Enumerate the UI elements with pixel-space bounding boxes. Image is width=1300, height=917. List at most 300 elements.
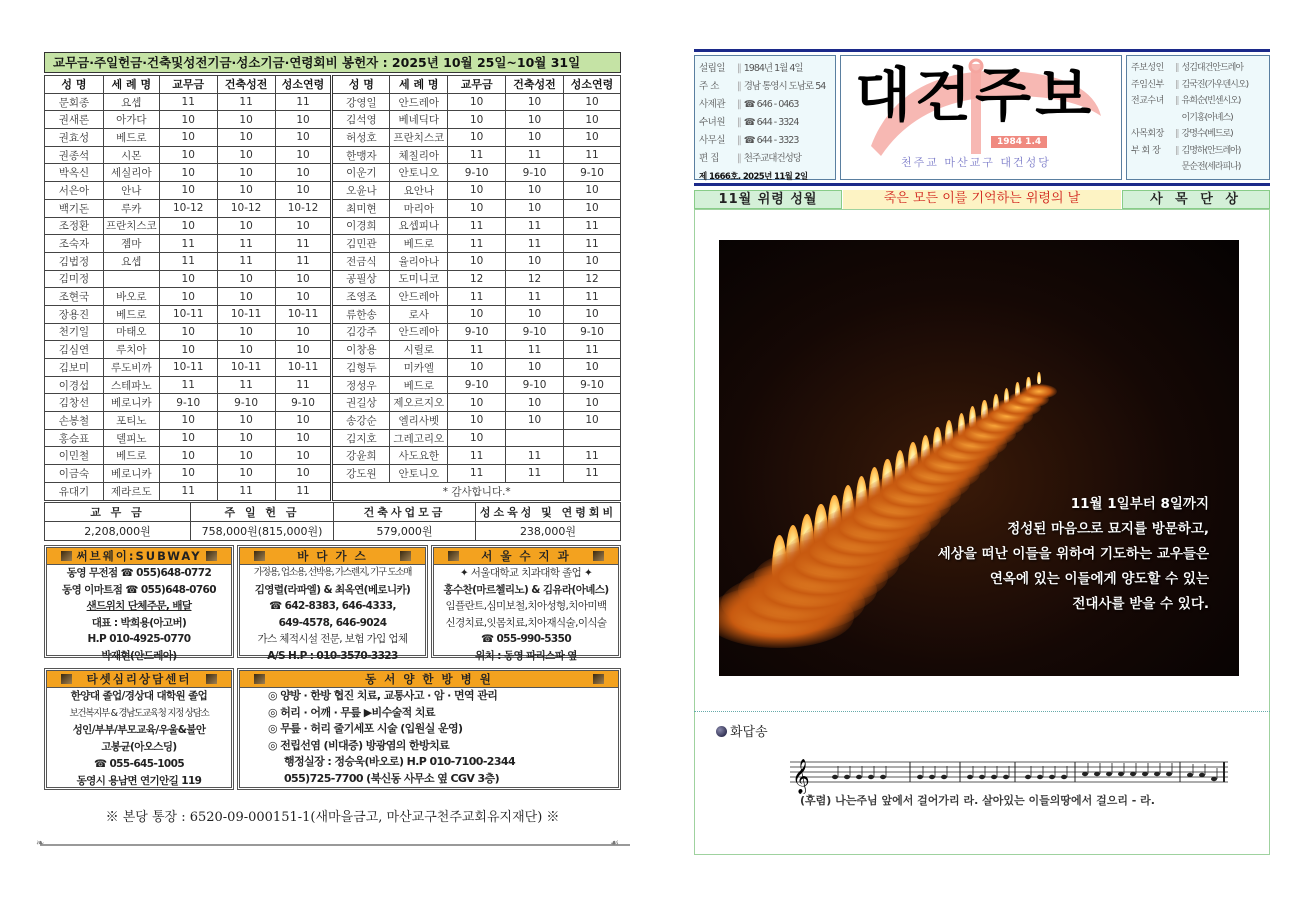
separator: ‖ — [1175, 96, 1180, 106]
table-cell: 그레고리오 — [390, 429, 448, 447]
info-value: 성김대건안드레아 — [1181, 63, 1244, 73]
ad-seoul-dental — [431, 545, 621, 662]
table-cell: 10 — [564, 252, 621, 270]
table-cell: 10 — [217, 182, 275, 200]
table-row — [45, 129, 621, 147]
ad-title: 써브웨이:SUBWAY — [76, 549, 202, 563]
ad-line: 649-4578, 646-9024 — [278, 616, 387, 629]
table-cell: 10 — [448, 305, 506, 323]
table-cell: 젬마 — [103, 235, 159, 253]
table-row — [45, 447, 621, 465]
table-cell: 9-10 — [564, 164, 621, 182]
table-cell: 11 — [217, 235, 275, 253]
table-cell: 루도비까 — [103, 359, 159, 377]
bullet-icon — [716, 726, 727, 737]
info-row — [1127, 93, 1269, 110]
table-cell: 11 — [159, 376, 217, 394]
table-row — [45, 93, 621, 111]
table-cell: 10 — [506, 199, 564, 217]
table-cell: 10 — [564, 111, 621, 129]
music-note — [1211, 777, 1217, 781]
table-cell: 11 — [448, 146, 506, 164]
ad-line: 샌드위치 단체주문, 배달 — [86, 600, 192, 612]
ad-header-square-icon — [61, 551, 72, 561]
info-value: 강명수(베드로) — [1181, 129, 1233, 139]
info-row — [1127, 159, 1269, 176]
info-value: 김국진(가우덴시오) — [1181, 79, 1249, 90]
table-cell: 김보미 — [45, 359, 104, 377]
donor-table-header — [45, 76, 621, 94]
separator: ‖ — [737, 117, 742, 128]
table-cell: 10 — [564, 394, 621, 412]
table-cell: 김석영 — [332, 111, 390, 129]
table-cell: 10 — [448, 111, 506, 129]
logo-subtitle: 천주교 마산교구 대건성당 — [901, 156, 1051, 169]
table-row — [45, 323, 621, 341]
music-note — [1106, 772, 1112, 776]
ad-line: 박재현(안드레아) — [101, 649, 177, 662]
column-header: 교무금 — [448, 76, 506, 94]
table-cell: 베로니카 — [103, 394, 159, 412]
table-cell: 10 — [275, 412, 332, 430]
table-cell: 스테파노 — [103, 376, 159, 394]
table-cell: 10 — [448, 182, 506, 200]
table-cell: 허성호 — [332, 129, 390, 147]
table-cell: 10 — [159, 146, 217, 164]
table-cell: 전금식 — [332, 252, 390, 270]
table-cell: 10 — [217, 217, 275, 235]
ad-line: ☎ 642-8383, 646-4333, — [269, 600, 396, 612]
donor-list-title: 교무금·주일헌금·건축및성전기금·성소기금·연령회비 봉헌자 : 2025년 10월 25일~10월 31일 — [44, 52, 621, 73]
music-note — [1142, 772, 1148, 776]
table-cell: 마리아 — [390, 199, 448, 217]
table-cell: 10 — [564, 199, 621, 217]
table-cell: 11 — [159, 252, 217, 270]
table-cell: 10 — [217, 465, 275, 483]
table-row — [45, 465, 621, 483]
table-cell: 베드로 — [390, 235, 448, 253]
ad-line: 위치 : 동영 파리스파 옆 — [475, 649, 577, 662]
music-note — [1049, 775, 1055, 779]
table-cell: 10 — [448, 429, 506, 447]
info-value: ☎ 646 - 0463 — [743, 99, 799, 110]
table-cell: 바오로 — [103, 288, 159, 306]
table-cell: 11 — [217, 482, 275, 500]
pastoral-staff-info — [1126, 55, 1270, 180]
caption-line: 세상을 떠난 이들을 위하여 기도하는 교우들은 — [937, 546, 1209, 562]
music-note — [844, 775, 850, 779]
table-cell: 류한송 — [332, 305, 390, 323]
table-cell — [564, 429, 621, 447]
table-cell: 김형두 — [332, 359, 390, 377]
ad-title: 동 서 양 한 방 병 원 — [365, 672, 493, 686]
table-cell: 로사 — [390, 305, 448, 323]
info-value: 문순전(세라피나) — [1181, 162, 1241, 172]
psalm-label-text: 화답송 — [730, 725, 768, 740]
music-note — [880, 775, 886, 779]
ad-line: 동영시 용남면 연기안길 119 — [76, 775, 202, 787]
ad-line: 고봉균(아오스딩) — [101, 741, 177, 753]
table-cell: 9-10 — [448, 323, 506, 341]
column-header: 성 명 — [45, 76, 104, 94]
ad-header — [47, 548, 231, 565]
table-row — [45, 359, 621, 377]
music-note — [1082, 772, 1088, 776]
info-key: 사제관 — [699, 99, 726, 110]
month-band: 11월 위령 성월 — [694, 190, 842, 209]
ad-header — [240, 671, 618, 688]
table-cell: 9-10 — [448, 164, 506, 182]
table-cell: 10-11 — [159, 359, 217, 377]
table-cell: 베네딕다 — [390, 111, 448, 129]
music-staff — [790, 748, 1230, 794]
table-cell: 10 — [448, 199, 506, 217]
table-cell: 10 — [506, 394, 564, 412]
music-note — [991, 775, 997, 779]
ad-header-square-icon — [593, 551, 604, 561]
info-value: 김명하(안드레아) — [1181, 145, 1241, 156]
music-note — [1187, 773, 1193, 777]
table-cell: 김지호 — [332, 429, 390, 447]
caption-line: 연옥에 있는 이들에게 양도할 수 있는 — [989, 571, 1209, 587]
table-cell: 9-10 — [159, 394, 217, 412]
table-cell: 10 — [564, 93, 621, 111]
music-note — [941, 775, 947, 779]
total-value: 758,000원(815,000원) — [191, 522, 334, 541]
ad-line: 신경치료,잇몸치료,치아재식술,이식술 — [445, 616, 607, 629]
separator: ‖ — [737, 81, 742, 92]
total-value: 238,000원 — [476, 522, 621, 541]
table-cell: 10-12 — [275, 199, 332, 217]
table-cell: 10 — [564, 305, 621, 323]
table-cell: 10 — [506, 93, 564, 111]
ad-header — [434, 548, 618, 565]
table-cell: 10 — [217, 323, 275, 341]
table-row — [45, 252, 621, 270]
column-band: 사 목 단 상 — [1122, 190, 1270, 209]
table-cell: 10-11 — [275, 359, 332, 377]
ad-line: 행정실장 : 정승욱(바오로) H.P 010-7100-2344 — [284, 755, 516, 768]
table-cell: 백기돈 — [45, 199, 104, 217]
table-cell: 제오르지오 — [390, 394, 448, 412]
table-cell: 이경희 — [332, 217, 390, 235]
info-key: 편 집 — [699, 153, 719, 164]
table-cell: 10 — [217, 129, 275, 147]
table-cell: 김강주 — [332, 323, 390, 341]
info-value: 유희순(빈센시오) — [1181, 96, 1241, 106]
table-cell: 11 — [448, 217, 506, 235]
table-cell: 율리아나 — [390, 252, 448, 270]
table-cell: 홍승표 — [45, 429, 104, 447]
info-value: 1984년 1월 4일 — [743, 63, 803, 74]
ad-line: 보건복지부 & 경남도교육청 지정 상담소 — [69, 708, 209, 719]
table-cell: 시릴로 — [390, 341, 448, 359]
column-header: 성소연령 — [564, 76, 621, 94]
table-cell: 10 — [159, 412, 217, 430]
separator: ‖ — [737, 153, 742, 164]
table-cell: 박옥신 — [45, 164, 104, 182]
table-cell: 조현국 — [45, 288, 104, 306]
table-cell: 10 — [159, 182, 217, 200]
separator: ‖ — [1175, 63, 1180, 73]
table-cell: 10-11 — [217, 359, 275, 377]
table-cell: 11 — [448, 235, 506, 253]
psalm-lyrics: (후렴) 나는주님 앞에서 걸어가리 라. 살아있는 이들의땅에서 걸으리 - 라. — [800, 794, 1155, 807]
ad-header-square-icon — [254, 674, 265, 684]
header-rule — [694, 49, 1270, 52]
table-cell: 9-10 — [506, 323, 564, 341]
table-cell: 10 — [159, 447, 217, 465]
table-cell: 베드로 — [103, 305, 159, 323]
totals-table — [44, 502, 621, 541]
table-cell: 요안나 — [390, 182, 448, 200]
table-cell: 권길상 — [332, 394, 390, 412]
column-header: 세 례 명 — [390, 76, 448, 94]
table-cell: 10 — [217, 111, 275, 129]
table-cell: 12 — [564, 270, 621, 288]
table-cell: 11 — [448, 288, 506, 306]
column-header: 성 명 — [332, 76, 390, 94]
info-value: ☎ 644 - 3324 — [743, 117, 799, 128]
table-cell: 10 — [448, 359, 506, 377]
table-cell: 세실리아 — [103, 164, 159, 182]
table-row — [45, 288, 621, 306]
info-value: ☎ 644 - 3323 — [743, 135, 799, 146]
table-cell: 10 — [159, 465, 217, 483]
column-header: 건축성전 — [506, 76, 564, 94]
dotted-divider — [694, 711, 1270, 712]
table-cell: 문회종 — [45, 93, 104, 111]
treble-clef-icon: 𝄞 — [792, 759, 810, 794]
table-cell: 공필상 — [332, 270, 390, 288]
table-cell: 11 — [159, 482, 217, 500]
table-cell: 프란치스코 — [390, 129, 448, 147]
caption-line: 전대사를 받을 수 있다. — [1072, 596, 1209, 612]
table-cell: 10 — [159, 111, 217, 129]
table-cell: 10-12 — [159, 199, 217, 217]
table-cell — [506, 429, 564, 447]
table-row — [45, 164, 621, 182]
table-cell: 10 — [275, 182, 332, 200]
ad-line: 한양대 졸업/경상대 대학원 졸업 — [70, 690, 208, 702]
table-cell: 제라르도 — [103, 482, 159, 500]
table-cell: 11 — [217, 93, 275, 111]
info-key: 주 소 — [699, 81, 719, 92]
table-cell: 11 — [564, 288, 621, 306]
table-cell: 이창용 — [332, 341, 390, 359]
table-cell: 10 — [564, 182, 621, 200]
table-cell: 조정환 — [45, 217, 104, 235]
ad-title: 바 다 가 스 — [297, 549, 368, 563]
info-row — [695, 60, 835, 78]
table-cell: 11 — [506, 288, 564, 306]
table-cell: 11 — [275, 482, 332, 500]
table-cell: 요셉 — [103, 252, 159, 270]
table-cell: 10 — [448, 394, 506, 412]
total-value: 579,000원 — [334, 522, 476, 541]
table-cell: 포티노 — [103, 412, 159, 430]
table-cell: 10 — [448, 129, 506, 147]
info-value: 천주교대건성당 — [743, 153, 801, 164]
table-cell: 11 — [217, 252, 275, 270]
table-cell: 오윤나 — [332, 182, 390, 200]
table-cell: 천기일 — [45, 323, 104, 341]
table-cell: 안드레아 — [390, 93, 448, 111]
table-row — [45, 394, 621, 412]
table-cell: 김심연 — [45, 341, 104, 359]
ad-line: ◎ 전립선염 (비대증) 방광염의 한방치료 — [268, 738, 450, 752]
ad-header-square-icon — [593, 674, 604, 684]
ad-line: 임플란트,심미보철,치아성형,치아미백 — [445, 600, 607, 612]
table-cell: 델피노 — [103, 429, 159, 447]
table-cell: 10 — [217, 288, 275, 306]
table-cell: 권효성 — [45, 129, 104, 147]
table-cell: 안토니오 — [390, 465, 448, 483]
table-cell: 장용진 — [45, 305, 104, 323]
info-row — [1127, 60, 1269, 77]
table-cell: 10 — [275, 447, 332, 465]
table-cell: 엘리사벳 — [390, 412, 448, 430]
table-cell: 11 — [564, 146, 621, 164]
info-key: 수녀원 — [699, 117, 726, 128]
table-cell: 강윤희 — [332, 447, 390, 465]
table-cell: 안나 — [103, 182, 159, 200]
table-row — [45, 429, 621, 447]
table-cell: 이경섭 — [45, 376, 104, 394]
table-cell: 10 — [217, 341, 275, 359]
candles-photo — [719, 240, 1239, 676]
table-cell: 김창선 — [45, 394, 104, 412]
ad-bada-gas — [237, 545, 428, 662]
table-cell: 10 — [564, 129, 621, 147]
table-cell: 10-11 — [275, 305, 332, 323]
table-cell: 10 — [217, 447, 275, 465]
table-cell: 10 — [159, 341, 217, 359]
separator: ‖ — [737, 63, 742, 74]
table-cell: 11 — [564, 341, 621, 359]
ad-header-square-icon — [206, 674, 217, 684]
table-cell: 체칠리아 — [390, 146, 448, 164]
table-cell: 10 — [217, 429, 275, 447]
table-cell: 마태오 — [103, 323, 159, 341]
table-cell: 10 — [564, 412, 621, 430]
total-label: 건축사업모금 — [334, 503, 476, 522]
logo-est-date: 1984 1.4 — [991, 136, 1047, 148]
ad-header-square-icon — [254, 551, 265, 561]
table-cell: 정성우 — [332, 376, 390, 394]
table-cell: 11 — [275, 252, 332, 270]
responsorial-psalm-label — [716, 721, 768, 740]
info-key: 전교수녀 — [1131, 96, 1164, 106]
music-note — [1037, 775, 1043, 779]
music-note — [979, 775, 985, 779]
caption-line: 11월 1일부터 8일까지 — [1070, 496, 1209, 512]
table-cell: 김민관 — [332, 235, 390, 253]
table-cell: 9-10 — [506, 164, 564, 182]
table-cell: 9-10 — [564, 376, 621, 394]
table-cell: 10 — [159, 288, 217, 306]
table-cell: 권종석 — [45, 146, 104, 164]
table-cell: 11 — [564, 465, 621, 483]
table-cell: 11 — [275, 376, 332, 394]
ad-counseling-center — [44, 668, 234, 790]
table-cell: 10 — [217, 164, 275, 182]
photo-caption — [938, 492, 1209, 617]
table-row — [45, 482, 621, 500]
table-cell: 요셉 — [103, 93, 159, 111]
table-cell: 10 — [159, 270, 217, 288]
table-cell: 10 — [506, 252, 564, 270]
music-note — [1025, 775, 1031, 779]
table-cell: 요셉피나 — [390, 217, 448, 235]
ad-header-square-icon — [61, 674, 72, 684]
info-key: 사목회장 — [1131, 129, 1164, 139]
music-note — [1061, 775, 1067, 779]
table-cell — [103, 270, 159, 288]
info-key: 주임신부 — [1131, 79, 1164, 90]
column-header: 건축성전 — [217, 76, 275, 94]
table-cell: 10 — [159, 217, 217, 235]
table-cell: 도미니코 — [390, 270, 448, 288]
table-cell: 안토니오 — [390, 164, 448, 182]
table-cell: 한맹자 — [332, 146, 390, 164]
table-cell: 10 — [159, 164, 217, 182]
table-cell: 11 — [506, 341, 564, 359]
table-cell: 10-11 — [217, 305, 275, 323]
music-note — [1094, 772, 1100, 776]
ad-line: ☎ 055-645-1005 — [93, 758, 185, 770]
separator: ‖ — [737, 135, 742, 146]
table-cell: 서은아 — [45, 182, 104, 200]
music-note — [967, 775, 973, 779]
table-cell: 이민철 — [45, 447, 104, 465]
music-note — [1130, 772, 1136, 776]
table-cell: 10 — [159, 129, 217, 147]
table-cell: 11 — [275, 93, 332, 111]
table-row — [45, 305, 621, 323]
table-row — [45, 270, 621, 288]
table-cell: 최미현 — [332, 199, 390, 217]
ad-header-square-icon — [400, 551, 411, 561]
table-cell: 사도요한 — [390, 447, 448, 465]
ad-line: ✦ 서울대학교 치과대학 졸업 ✦ — [459, 567, 593, 579]
ad-title: 타셋심리상담센터 — [86, 672, 192, 686]
ad-line: 055)725-7700 (북신동 사무소 옆 CGV 3층) — [284, 771, 500, 785]
info-row — [695, 96, 835, 114]
table-cell: 9-10 — [506, 376, 564, 394]
table-cell: 10 — [275, 270, 332, 288]
table-cell: 이운기 — [332, 164, 390, 182]
table-cell: 손봉철 — [45, 412, 104, 430]
table-cell: 10 — [275, 465, 332, 483]
table-cell: 베드로 — [103, 129, 159, 147]
ornament-icon: ☙ — [610, 838, 619, 849]
table-cell: 12 — [448, 270, 506, 288]
bulletin-title: 대건주보 — [855, 61, 1096, 129]
table-cell: 11 — [506, 217, 564, 235]
info-row — [1127, 77, 1269, 94]
column-header: 세 례 명 — [103, 76, 159, 94]
ad-header-square-icon — [448, 551, 459, 561]
table-cell: 권새론 — [45, 111, 104, 129]
table-cell: 11 — [275, 235, 332, 253]
table-cell: 10 — [275, 129, 332, 147]
table-cell: 루카 — [103, 199, 159, 217]
table-cell: 10 — [275, 111, 332, 129]
table-row — [45, 235, 621, 253]
table-row — [45, 199, 621, 217]
table-cell: 프란치스코 — [103, 217, 159, 235]
